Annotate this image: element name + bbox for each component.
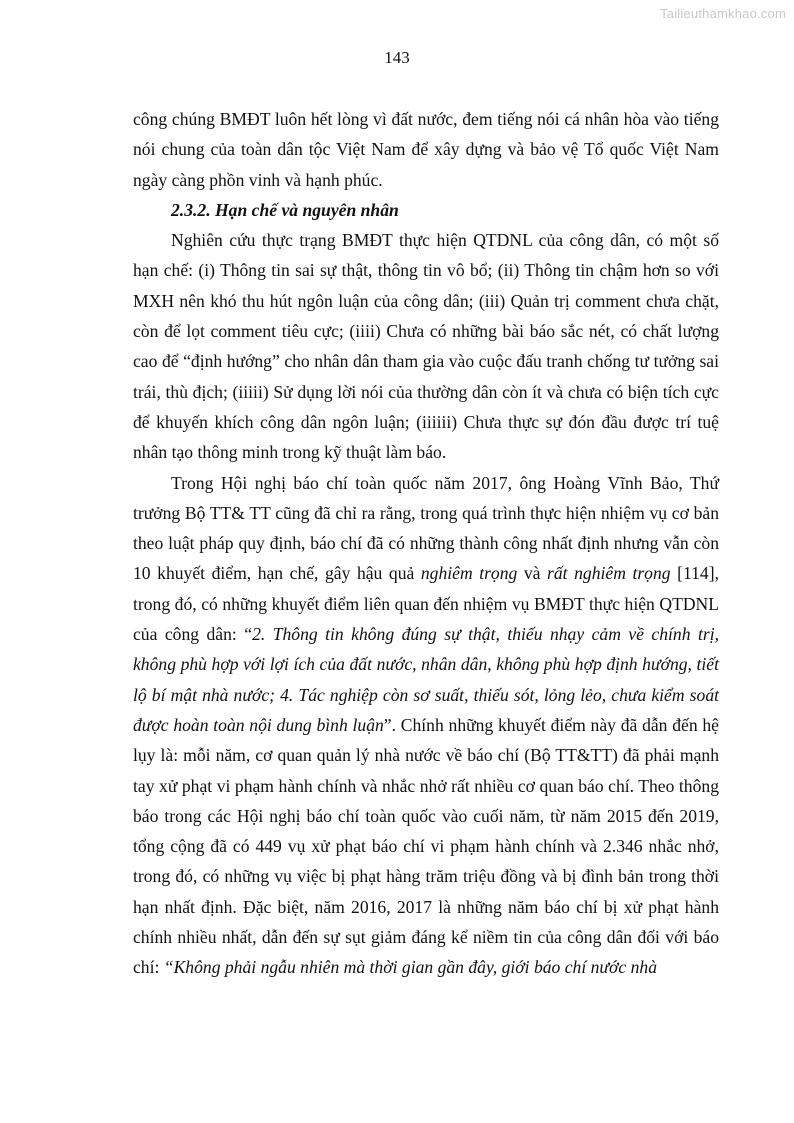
quoted-text: 2. Thông tin không đúng sự thật, thiếu nhạy cảm về chính trị, không phù hợp với lợi ích của đất nước, nhân dân, không phù hợp định hướng, tiết lộ bí mật nhà nước; 4. Tác nghiệp còn sơ suất, thiếu sót, lỏng lẻo, chưa kiểm soát được hoàn toàn nội dung bình luận: [133, 624, 719, 735]
intro-paragraph: công chúng BMĐT luôn hết lòng vì đất nước, đem tiếng nói cá nhân hòa vào tiếng nói chung của toàn dân tộc Việt Nam để xây dựng và bảo vệ Tổ quốc Việt Nam ngày càng phồn vinh và hạnh phúc.: [133, 109, 719, 190]
paragraph-text: và: [517, 563, 548, 584]
paragraph-text: ”. Chính những khuyết điểm này đã dẫn đến hệ lụy là: mỗi năm, cơ quan quản lý nhà nước về báo chí (Bộ TT&TT) đã phải mạnh tay xử phạt vi phạm hành chính và nhắc nhở rất nhiều cơ quan báo chí. Theo thông báo trong các Hội nghị báo chí toàn quốc vào cuối năm, từ năm 2015 đến 2019, tổng cộng đã có 449 vụ xử phạt báo chí vi phạm hành chính và 2.346 nhắc nhở, trong đó, có những vụ việc bị phạt hàng trăm triệu đồng và bị đình bản trong thời hạn nhất định. Đặc biệt, năm 2016, 2017 là những năm báo chí bị xử phạt hành chính nhiều nhất, dẫn đến sự sụt giảm đáng kể niềm tin của công dân đối với báo chí:: [133, 714, 719, 978]
section-heading: 2.3.2. Hạn chế và nguyên nhân: [171, 199, 399, 220]
document-body: [133, 104, 719, 983]
page-number: 143: [384, 48, 410, 67]
watermark: Tailieuthamkhao.com: [660, 6, 786, 21]
conference-paragraph: [133, 468, 719, 983]
emphasis-text: nghiêm trọng: [420, 563, 518, 584]
quoted-text: “Không phải ngẫu nhiên mà thời gian gần đây, giới báo chí nước nhà: [163, 957, 658, 978]
paragraph-text: [114], trong đó, có những khuyết điểm liên quan đến nhiệm vụ BMĐT thực hiện QTDNL của công dân: “: [133, 563, 719, 645]
paragraph-text: Trong Hội nghị báo chí toàn quốc năm 2017, ông Hoàng Vĩnh Bảo, Thứ trưởng Bộ TT& TT cũng đã chỉ ra rằng, trong quá trình thực hiện nhiệm vụ cơ bản theo luật pháp quy định, báo chí đã có những thành công nhất định nhưng vẫn còn 10 khuyết điểm, hạn chế, gây hậu quả: [133, 472, 719, 584]
limitations-paragraph: Nghiên cứu thực trạng BMĐT thực hiện QTDNL của công dân, có một số hạn chế: (i) Thông tin sai sự thật, thông tin vô bổ; (ii) Thông tin chậm hơn so với MXH nên khó thu hút ngôn luận của công dân; (iii) Quản trị comment chưa chặt, còn để lọt comment tiêu cực; (iiii) Chưa có những bài báo sắc nét, có chất lượng cao để “định hướng” cho nhân dân tham gia vào cuộc đấu tranh chống tư tưởng sai trái, thù địch; (iiiii) Sử dụng lời nói của thường dân còn ít và chưa có biện tích cực để khuyến khích công dân ngôn luận; (iiiiii) Chưa thực sự đón đầu được trí tuệ nhân tạo thông minh trong kỹ thuật làm báo.: [133, 230, 719, 463]
emphasis-text: rất nghiêm trọng: [547, 563, 671, 584]
